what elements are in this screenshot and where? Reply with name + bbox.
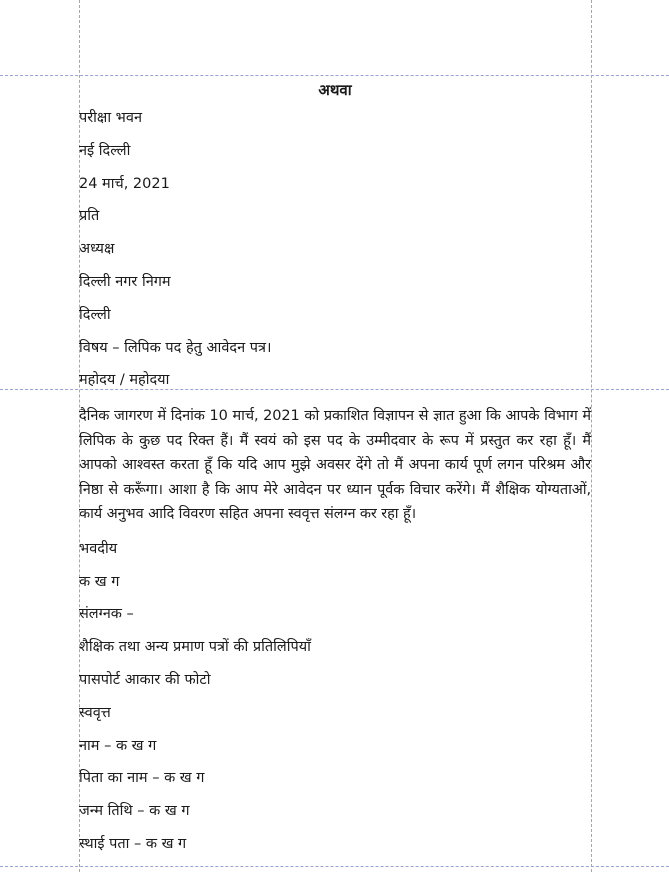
detail-address: स्थाई पता – क ख ग (79, 836, 187, 853)
enclosure-item: शैक्षिक तथा अन्य प्रमाण पत्रों की प्रतिलिपियाँ (79, 639, 311, 656)
detail-birth-date: जन्म तिथि – क ख ग (79, 803, 190, 820)
subject-line: विषय – लिपिक पद हेतु आवेदन पत्र। (79, 339, 272, 356)
sender-line-2: नई दिल्ली (79, 142, 131, 159)
letter-date: 24 मार्च, 2021 (79, 175, 170, 192)
closing: भवदीय (79, 540, 118, 557)
sender-line-1: परीक्षा भवन (79, 110, 142, 126)
recipient-city: दिल्ली (79, 306, 111, 323)
salutation: महोदय / महोदया (79, 372, 170, 389)
detail-father-name: पिता का नाम – क ख ग (79, 770, 205, 787)
body-paragraph: दैनिक जागरण में दिनांक 10 मार्च, 2021 को प्रकाशित विज्ञापन से ज्ञात हुआ कि आपके विभाग में लिपिक के कुछ पद रिक्त हैं। मैं स्वयं को इस पद के उम्मीदवार के रूप में प्रस्तुत कर रहा हूँ। मैं आपको आश्वस्त करता हूँ कि यदि आप मुझे अवसर देंगे तो मैं अपना कार्य पूर्ण लगन परिश्रम और निष्ठा से करूँगा। आशा है कि आप मेरे आवेदन पर ध्यान पूर्वक विचार करेंगे। मैं शैक्षिक योग्यताओं, कार्य अनुभव आदि विवरण सहित अपना स्ववृत्त संलग्न कर रहा हूँ। (79, 408, 591, 523)
detail-name: नाम – क ख ग (79, 737, 157, 754)
recipient-org: दिल्ली नगर निगम (79, 273, 171, 290)
enclosure-item: स्ववृत्त (79, 704, 111, 721)
enclosures-label: संलग्नक – (79, 606, 134, 623)
letter-document (79, 76, 591, 867)
recipient-to: प्रति (79, 208, 100, 225)
signature: क ख ग (79, 573, 120, 590)
recipient-title: अध्यक्ष (79, 241, 115, 258)
margin-guide-right (591, 0, 592, 872)
enclosure-item: पासपोर्ट आकार की फोटो (79, 672, 211, 689)
heading: अथवा (318, 81, 352, 99)
